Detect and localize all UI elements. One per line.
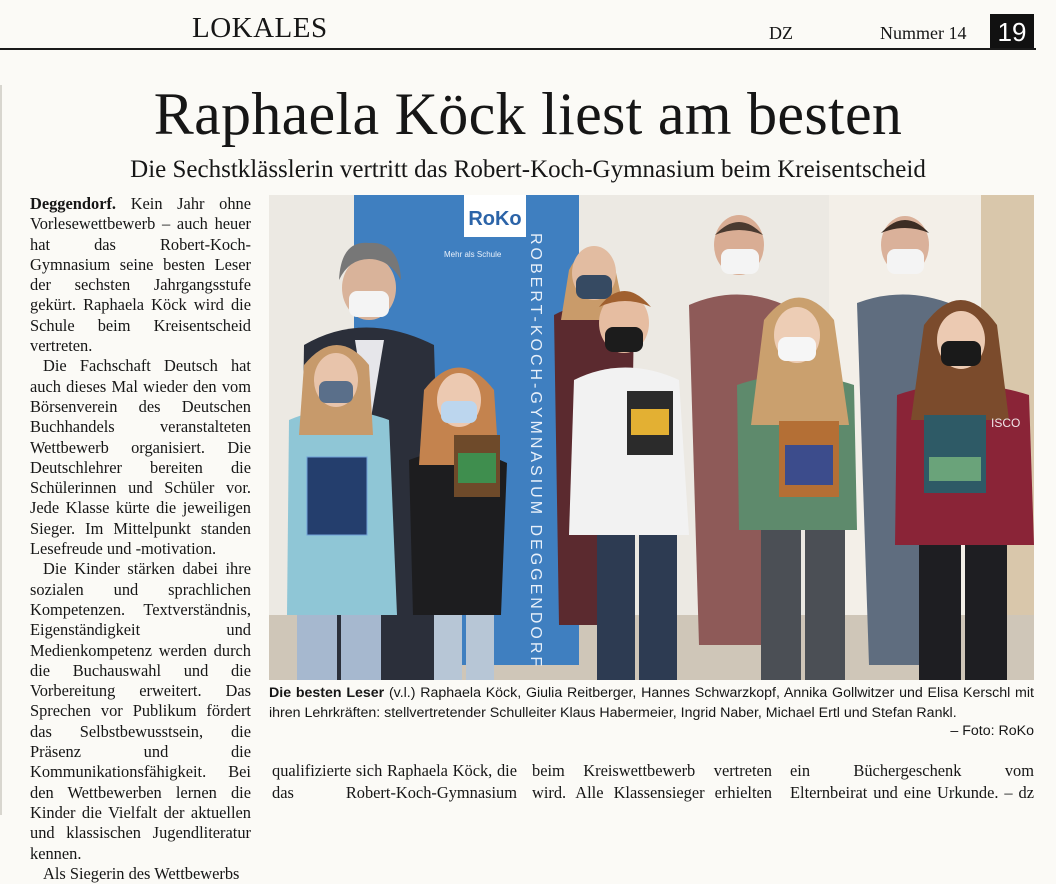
banner-tagline: Mehr als Schule (444, 250, 502, 259)
photo-credit: – Foto: RoKo (950, 723, 1034, 739)
page-edge (0, 85, 2, 815)
sweater-print: ISCO (991, 416, 1021, 430)
article-column-4: ein Büchergeschenk vom Elternbeirat und eine Urkunde. – dz (790, 761, 1034, 802)
paragraph-4: Als Siegerin des Wettbewerbs (43, 863, 240, 883)
paragraph-3: Die Kinder stärken dabei ihre sozialen und sprachlichen Kompetenzen. Textverständnis, Eigenständigkeit und Medienkompetenz werden durch die Buchauswahl und die Vorbereitung erweitert. Das Sprechen vor Publikum fördert das Selbstbewusstsein, die Präsenz und die Kommunikationsfähigkeit. Bei den Wettbewerben lernen die Kinder die Vielfalt der aktuellen und klassischen Jugendliteratur kennen. (30, 559, 251, 863)
caption-text: (v.l.) Raphaela Köck, Giulia Reitberger, Hannes Schwarzkopf, Annika Gollwitzer und Elisa Kerschl mit ihren Lehrkräften: stellvertretender Schulleiter Klaus Habermeier, Ingrid Naber, Michael Ertl und Stefan Rankl. (269, 685, 1034, 721)
article-column-1 (30, 194, 251, 884)
publication-name: DZ (769, 23, 793, 43)
page-number: 19 (990, 14, 1034, 50)
issue-number: Nummer 14 (880, 23, 967, 43)
banner-vertical-text: ROBERT-KOCH-GYMNASIUM DEGGENDORF (527, 233, 544, 670)
article-column-2: qualifizierte sich Raphaela Köck, die das Robert-Koch-Gymnasium (272, 761, 517, 802)
dateline: Deggendorf. (30, 194, 117, 213)
photo-caption (269, 684, 1034, 723)
caption-lead: Die besten Leser (269, 685, 385, 701)
paragraph-2: Die Fachschaft Deutsch hat auch dieses Mal wieder den vom Börsenverein des Deutschen Buchhandels veranstalteten Wettbewerb organisiert. Die Deutschlehrer bereiten die Schülerinnen und Schüler vor. Jede Klasse kürte die jeweiligen Sieger. Im Mittelpunkt standen Lesefreude und -motivation. (30, 356, 251, 559)
paragraph-1 (30, 194, 251, 356)
header-rule (0, 48, 1036, 50)
group-photo (269, 195, 1034, 680)
article-subheadline: Die Sechstklässlerin vertritt das Robert-Koch-Gymnasium beim Kreisentscheid (130, 156, 926, 183)
article-headline: Raphaela Köck liest am besten (153, 81, 903, 147)
article-column-3: beim Kreiswettbewerb vertreten wird. Alle Klassensieger erhielten (532, 761, 772, 802)
section-name: LOKALES (192, 12, 328, 44)
paragraph-1-text: Kein Jahr ohne Vorlesewettbewerb – auch heuer hat das Robert-Koch-Gymnasium seine besten Leser der sechsten Jahrgangsstufe gekürt. Raphaela Köck wird die Schule beim Kreisentscheid vertreten. (30, 194, 251, 356)
page-header (0, 0, 1056, 52)
banner-logo: RoKo (468, 208, 522, 230)
